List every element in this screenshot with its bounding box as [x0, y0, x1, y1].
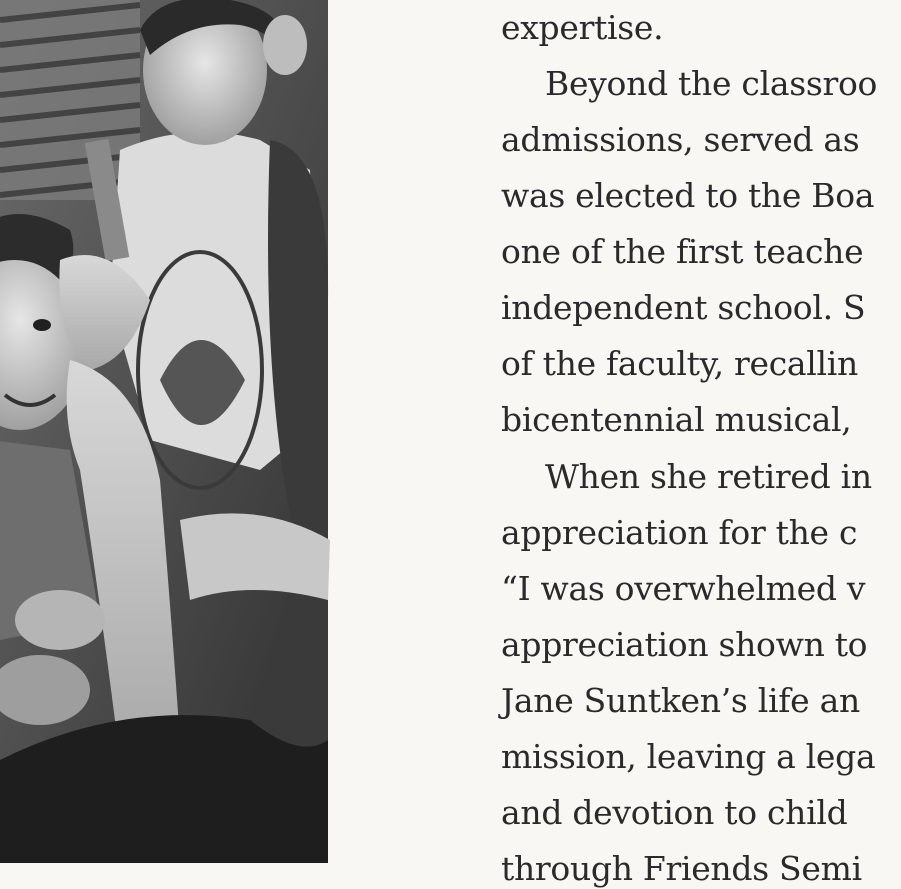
text-line: independent school. S	[501, 288, 866, 327]
text-line: through Friends Semi	[501, 849, 862, 888]
text-line: and devotion to child	[501, 793, 848, 832]
article-text	[501, 0, 901, 888]
children-photo	[0, 0, 328, 863]
text-line: mission, leaving a lega	[501, 737, 876, 776]
text-line: admissions, served as	[501, 120, 860, 159]
text-line: was elected to the Boa	[501, 176, 875, 215]
text-line: appreciation shown to	[501, 625, 868, 664]
text-line: bicentennial musical,	[501, 400, 852, 439]
text-line: “I was overwhelmed v	[501, 569, 866, 608]
photo-image	[0, 0, 328, 863]
text-line: of the faculty, recallin	[501, 344, 858, 383]
text-line: Beyond the classroo	[545, 64, 878, 103]
text-line: appreciation for the c	[501, 513, 858, 552]
text-line: When she retired in	[545, 457, 872, 496]
text-line: one of the first teache	[501, 232, 864, 271]
text-line: Jane Suntken’s life an	[501, 681, 860, 720]
text-line: expertise.	[501, 8, 664, 47]
